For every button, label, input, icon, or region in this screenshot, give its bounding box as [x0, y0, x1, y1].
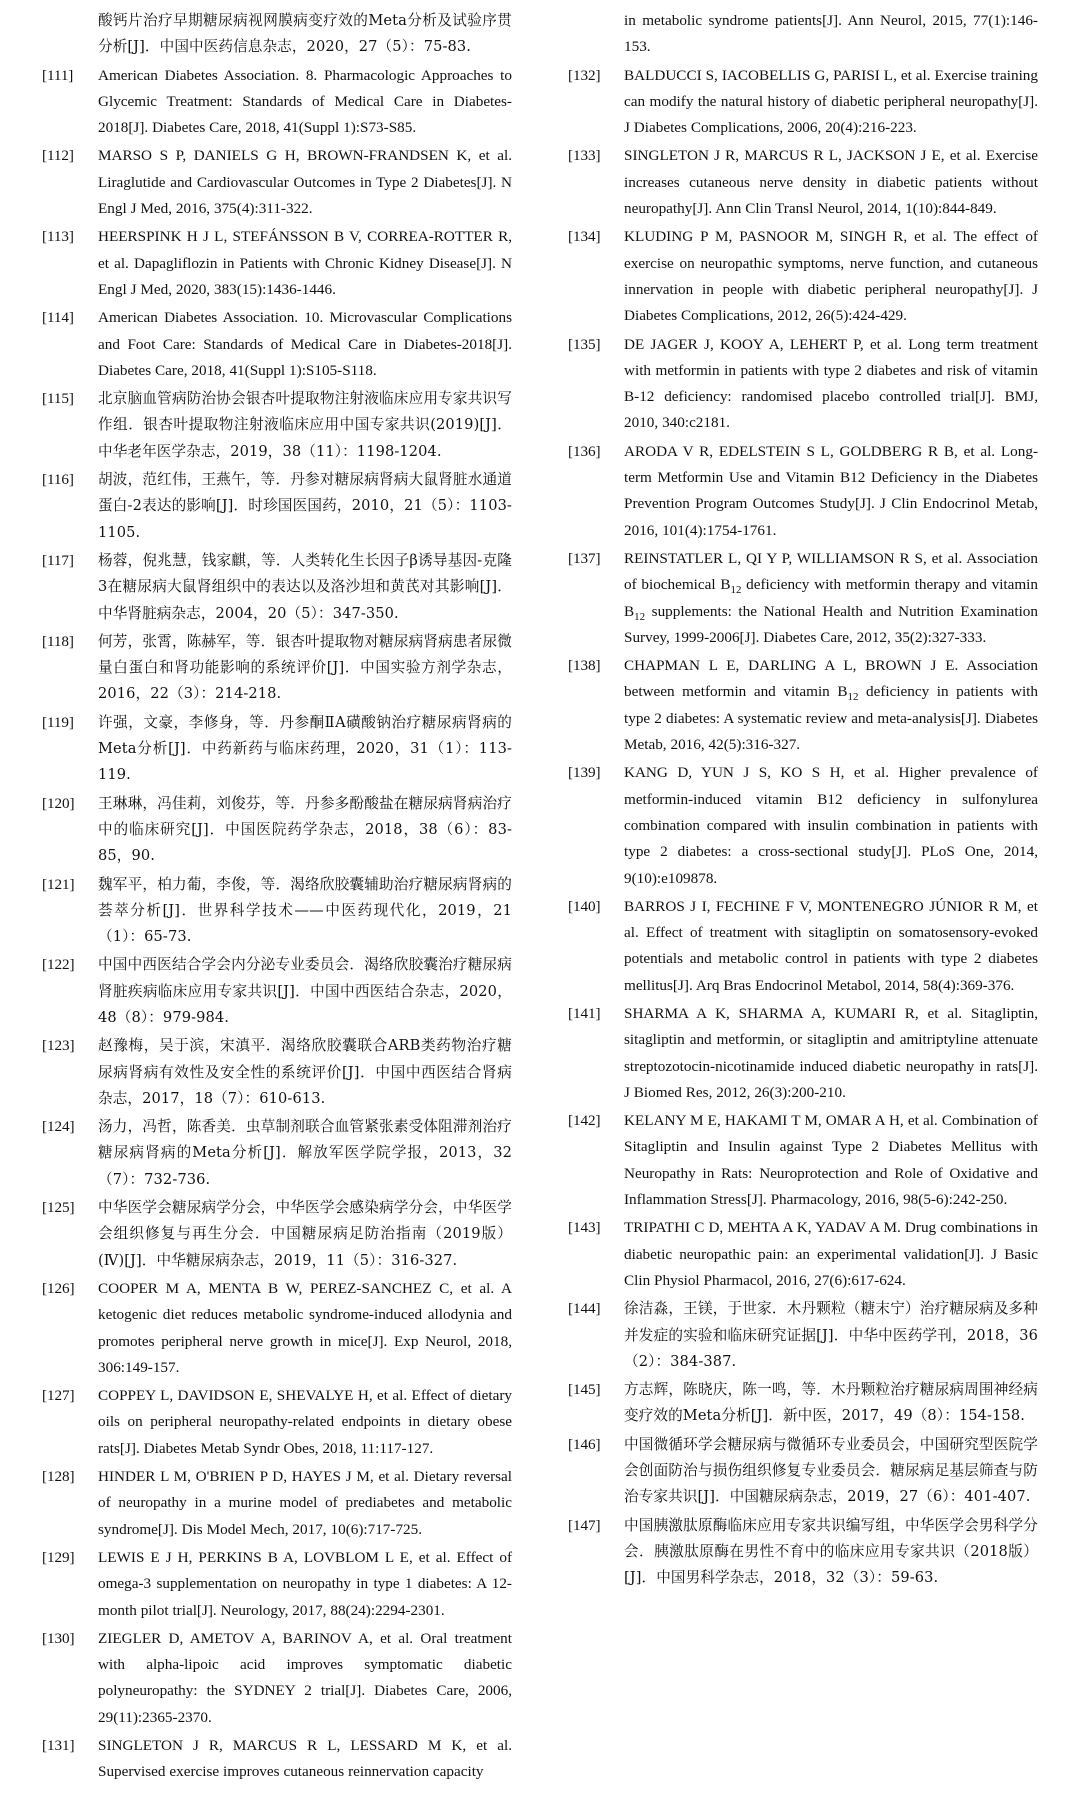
reference-entry [42, 1545, 512, 1624]
reference-entry [42, 143, 512, 222]
reference-text: BALDUCCI S, IACOBELLIS G, PARISI L, et al. Exercise training can modify the natural history of diabetic peripheral neuropathy[J]. J Diabetes Complications, 2006, 20(4):216-223. [624, 66, 1038, 137]
reference-text: REINSTATLER L, QI Y P, WILLIAMSON R S, et al. Association of biochemical $B_{12}$ deficiency with metformin therapy and vitamin $B_{12}$ supplements: the National Health and Nutrition Examination Survey, 1999-2006[J]. Diabetes Care, 2012, 35(2):327-333. [624, 549, 1039, 646]
reference-entry [42, 305, 512, 384]
reference-entry [42, 386, 512, 465]
reference-entry [568, 1377, 1038, 1430]
reference-text: DE JAGER J, KOOY A, LEHERT P, et al. Long term treatment with metformin in patients with type 2 diabetes and risk of vitamin B-12 deficiency: randomised placebo controlled trial[J]. BMJ, 2010, 340:c2181. [624, 335, 1038, 432]
reference-entry [568, 894, 1038, 999]
reference-number: [145] [568, 1381, 601, 1399]
reference-entry [42, 1464, 512, 1543]
reference-entry [568, 546, 1038, 651]
reference-number: [118] [42, 632, 74, 650]
reference-text: COOPER M A, MENTA B W, PEREZ-SANCHEZ C, et al. A ketogenic diet reduces metabolic syndrome-induced allodynia and promotes peripheral nerve growth in mice[J]. Exp Neurol, 2018, 306:149-157. [98, 1279, 512, 1376]
reference-entry [42, 1383, 512, 1462]
reference-text: HINDER L M, O'BRIEN P D, HAYES J M, et al. Dietary reversal of neuropathy in a murine model of prediabetes and metabolic syndrome[J]. Dis Model Mech, 2017, 10(6):717-725. [98, 1468, 512, 1538]
reference-text: 中国胰激肽原酶临床应用专家共识编写组，中华医学会男科学分会．胰激肽原酶在男性不育中的临床应用专家共识（2018版）[J]．中国男科学杂志，2018，32（3）：59-63. [624, 1516, 1038, 1587]
reference-text: 何芳，张霄，陈赫军，等．银杏叶提取物对糖尿病肾病患者尿微量白蛋白和肾功能影响的系统评价[J]．中国实验方剂学杂志，2016，22（3）：214-218. [98, 632, 512, 703]
reference-entry [568, 760, 1038, 891]
reference-entry [568, 1432, 1038, 1511]
reference-number: [146] [568, 1435, 601, 1453]
reference-number: [125] [42, 1199, 75, 1217]
reference-text: COPPEY L, DAVIDSON E, SHEVALYE H, et al. Effect of dietary oils on peripheral neuropathy-related endpoints in dietary obese rats[J]. Diabetes Metab Syndr Obes, 2018, 11:117-127. [98, 1387, 512, 1457]
reference-number: [112] [42, 147, 74, 165]
reference-number: [144] [568, 1300, 601, 1318]
reference-number: [135] [568, 335, 601, 353]
reference-text: 徐洁淼，王镁，于世家．木丹颗粒（糖末宁）治疗糖尿病及多种并发症的实验和临床研究证据[J]．中华中医药学刊，2018，36（2）：384-387. [624, 1300, 1038, 1370]
reference-number: [123] [42, 1037, 75, 1055]
two-column-layout [42, 8, 1038, 1790]
reference-entry [42, 467, 512, 546]
reference-number: [111] [42, 66, 74, 84]
reference-number: [115] [42, 390, 74, 408]
reference-text: 许强，文豪，李修身，等．丹参酮ⅡA磺酸钠治疗糖尿病肾病的Meta分析[J]．中药新药与临床药理，2020，31（1）：113-119. [98, 713, 512, 784]
reference-entry [42, 548, 512, 627]
reference-number: [139] [568, 764, 601, 782]
reference-text: 魏军平，柏力葡，李俊，等．渴络欣胶囊辅助治疗糖尿病肾病的荟萃分析[J]．世界科学技术——中医药现代化，2019，21（1）：65-73. [98, 875, 512, 946]
reference-entry [568, 1215, 1038, 1294]
reference-number: [128] [42, 1468, 75, 1486]
reference-text: TRIPATHI C D, MEHTA A K, YADAV A M. Drug combinations in diabetic neuropathic pain: an experimental validation[J]. J Basic Clin Physiol Pharmacol, 2016, 27(6):617-624. [624, 1219, 1038, 1289]
reference-entry [42, 791, 512, 870]
reference-number: [147] [568, 1516, 601, 1534]
reference-number: [124] [42, 1118, 75, 1136]
reference-number: [119] [42, 713, 74, 731]
reference-text: 杨蓉，倪兆慧，钱家麒，等．人类转化生长因子β诱导基因-克隆3在糖尿病大鼠肾组织中的表达以及洛沙坦和黄芪对其影响[J]．中华肾脏病杂志，2004，20（5）：347-350. [98, 551, 512, 622]
reference-number: [143] [568, 1219, 601, 1237]
reference-number: [133] [568, 147, 601, 165]
reference-text: LEWIS E J H, PERKINS B A, LOVBLOM L E, et al. Effect of omega-3 supplementation on neuropathy in type 1 diabetes: A 12-month pilot trial[J]. Neurology, 2017, 88(24):2294-2301. [98, 1548, 512, 1619]
reference-text: 胡波，范红伟，王燕午，等．丹参对糖尿病肾病大鼠肾脏水通道蛋白-2表达的影响[J]．时珍国医国药，2010，21（5）：1103-1105. [98, 471, 512, 541]
right-column [568, 8, 1038, 1594]
left-column [42, 8, 512, 1788]
reference-number: [113] [42, 228, 74, 246]
reference-text: in metabolic syndrome patients[J]. Ann Neurol, 2015, 77(1):146-153. [624, 12, 1038, 56]
reference-text: SHARMA A K, SHARMA A, KUMARI R, et al. Sitagliptin, sitagliptin and metformin, or sitagliptin and amitriptyline attenuate streptozotocin-nicotinamide induced diabetic neuropathy in rats[J]. J Biomed Res, 2012, 26(3):200-210. [624, 1004, 1038, 1101]
reference-entry [568, 224, 1038, 329]
reference-text: HEERSPINK H J L, STEFÁNSSON B V, CORREA-ROTTER R, et al. Dapagliflozin in Patients with Chronic Kidney Disease[J]. N Engl J Med, 2020, 383(15):1436-1446. [98, 228, 512, 298]
reference-text: 赵豫梅，吴于滨，宋滇平．渴络欣胶囊联合ARB类药物治疗糖尿病肾病有效性及安全性的系统评价[J]．中国中西医结合肾病杂志，2017，18（7）：610-613. [98, 1037, 512, 1107]
reference-entry [42, 629, 512, 708]
reference-number: [127] [42, 1387, 75, 1405]
reference-number: [121] [42, 875, 75, 893]
reference-text: 北京脑血管病防治协会银杏叶提取物注射液临床应用专家共识写作组．银杏叶提取物注射液临床应用中国专家共识(2019)[J]．中华老年医学杂志，2019，38（11）：1198-1204. [98, 390, 512, 460]
reference-number: [114] [42, 309, 74, 327]
reference-text: 中华医学会糖尿病学分会，中华医学会感染病学分会，中华医学会组织修复与再生分会．中国糖尿病足防治指南（2019版）(Ⅳ)[J]．中华糖尿病杂志，2019，11（5）：316-327. [98, 1199, 512, 1269]
reference-entry [42, 224, 512, 303]
reference-number: [120] [42, 794, 75, 812]
reference-entry [42, 1276, 512, 1381]
reference-entry [568, 8, 1038, 61]
reference-number: [126] [42, 1279, 75, 1297]
reference-number: [136] [568, 442, 601, 460]
reference-entry [568, 63, 1038, 142]
reference-text: MARSO S P, DANIELS G H, BROWN-FRANDSEN K, et al. Liraglutide and Cardiovascular Outcomes in Type 2 Diabetes[J]. N Engl J Med, 2016, 375(4):311-322. [98, 147, 512, 218]
reference-text: KELANY M E, HAKAMI T M, OMAR A H, et al. Combination of Sitagliptin and Insulin against Type 2 Diabetes Mellitus with Neuropathy in Rats: Neuroprotection and Role of Oxidative and Inflammation Stress[J]. Pharmacology, 2016, 98(5-6):242-250. [624, 1112, 1038, 1209]
reference-entry [42, 1626, 512, 1731]
reference-number: [129] [42, 1548, 75, 1566]
reference-entry [42, 8, 512, 61]
reference-number: [138] [568, 657, 601, 675]
reference-number: [130] [42, 1629, 75, 1647]
reference-text: American Diabetes Association. 10. Microvascular Complications and Foot Care: Standards of Medical Care in Diabetes-2018[J]. Diabetes Care, 2018, 41(Suppl 1):S105-S118. [98, 309, 512, 379]
reference-entry [568, 1001, 1038, 1106]
reference-entry [568, 143, 1038, 222]
reference-number: [131] [42, 1737, 75, 1754]
reference-entry [568, 653, 1038, 758]
reference-text: 中国微循环学会糖尿病与微循环专业委员会，中国研究型医院学会创面防治与损伤组织修复专业委员会．糖尿病足基层筛查与防治专家共识[J]．中国糖尿病杂志，2019，27（6）：401-407. [624, 1435, 1038, 1506]
reference-entry [42, 63, 512, 142]
reference-text: SINGLETON J R, MARCUS R L, JACKSON J E, et al. Exercise increases cutaneous nerve density in diabetic patients without neuropathy[J]. Ann Clin Transl Neurol, 2014, 1(10):844-849. [624, 147, 1038, 218]
reference-list-right [568, 8, 1038, 1592]
reference-entry [568, 1108, 1038, 1213]
reference-list-left [42, 8, 512, 1786]
reference-number: [140] [568, 897, 601, 915]
reference-entry [42, 1733, 512, 1786]
reference-number: [142] [568, 1112, 601, 1130]
reference-text: 中国中西医结合学会内分泌专业委员会．渴络欣胶囊治疗糖尿病肾脏疾病临床应用专家共识[J]．中国中西医结合杂志，2020，48（8）：979-984. [98, 956, 512, 1026]
reference-text: KLUDING P M, PASNOOR M, SINGH R, et al. The effect of exercise on neuropathic symptoms, nerve function, and cutaneous innervation in people with diabetic peripheral neuropathy[J]. J Diabetes Complications, 2012, 26(5):424-429. [624, 228, 1038, 325]
reference-text: 方志辉，陈晓庆，陈一鸣，等．木丹颗粒治疗糖尿病周围神经病变疗效的Meta分析[J]．新中医，2017，49（8）：154-158. [624, 1381, 1038, 1425]
reference-number: [117] [42, 551, 74, 569]
reference-number: [134] [568, 228, 601, 246]
reference-text: KANG D, YUN J S, KO S H, et al. Higher prevalence of metformin-induced vitamin B12 deficiency in sulfonylurea combination compared with insulin combination in patients with type 2 diabetes: a cross-sectional study[J]. PLoS One, 2014, 9(10):e109878. [624, 764, 1038, 887]
reference-entry [42, 710, 512, 789]
reference-text: 酸钙片治疗早期糖尿病视网膜病变疗效的Meta分析及试验序贯分析[J]．中国中医药信息杂志，2020，27（5）：75-83. [98, 12, 512, 56]
reference-entry [568, 1513, 1038, 1592]
reference-number: [137] [568, 549, 601, 567]
reference-text: American Diabetes Association. 8. Pharmacologic Approaches to Glycemic Treatment: Standards of Medical Care in Diabetes-2018[J]. Diabetes Care, 2018, 41(Suppl 1):S73-S85. [98, 66, 512, 137]
reference-entry [568, 439, 1038, 544]
reference-text: SINGLETON J R, MARCUS R L, LESSARD M K, et al. Supervised exercise improves cutaneous reinnervation capacity [98, 1737, 512, 1781]
reference-entry [568, 1296, 1038, 1375]
reference-entry [42, 952, 512, 1031]
reference-text: BARROS J I, FECHINE F V, MONTENEGRO JÚNIOR R M, et al. Effect of treatment with sitagliptin on somatosensory-evoked potentials and metabolic control in patients with type 2 diabetes mellitus[J]. Arq Bras Endocrinol Metabol, 2014, 58(4):369-376. [624, 897, 1038, 994]
reference-text: ARODA V R, EDELSTEIN S L, GOLDBERG R B, et al. Long-term Metformin Use and Vitamin B12 Deficiency in the Diabetes Prevention Program Outcomes Study[J]. J Clin Endocrinol Metab, 2016, 101(4):1754-1761. [624, 442, 1038, 539]
reference-entry [42, 1033, 512, 1112]
reference-text: ZIEGLER D, AMETOV A, BARINOV A, et al. Oral treatment with alpha-lipoic acid improves symptomatic diabetic polyneuropathy: the SYDNEY 2 trial[J]. Diabetes Care, 2006, 29(11):2365-2370. [98, 1629, 512, 1726]
reference-number: [132] [568, 66, 601, 84]
reference-entry [568, 332, 1038, 437]
reference-entry [42, 1114, 512, 1193]
reference-text: 汤力，冯哲，陈香美．虫草制剂联合血管紧张素受体阻滞剂治疗糖尿病肾病的Meta分析[J]．解放军医学院学报，2013，32（7）：732-736. [98, 1118, 512, 1188]
reference-number: [141] [568, 1004, 601, 1022]
reference-number: [122] [42, 956, 75, 974]
reference-text: 王琳琳，冯佳莉，刘俊芬，等．丹参多酚酸盐在糖尿病肾病治疗中的临床研究[J]．中国医院药学杂志，2018，38（6）：83-85，90. [98, 794, 512, 865]
reference-number: [116] [42, 471, 74, 489]
reference-entry [42, 1195, 512, 1274]
reference-entry [42, 872, 512, 951]
reference-text: CHAPMAN L E, DARLING A L, BROWN J E. Association between metformin and vitamin $B_{12}$ deficiency in patients with type 2 diabetes: A systematic review and meta-analysis[J]. Diabetes Metab, 2016, 42(5):316-327. [624, 657, 1038, 754]
